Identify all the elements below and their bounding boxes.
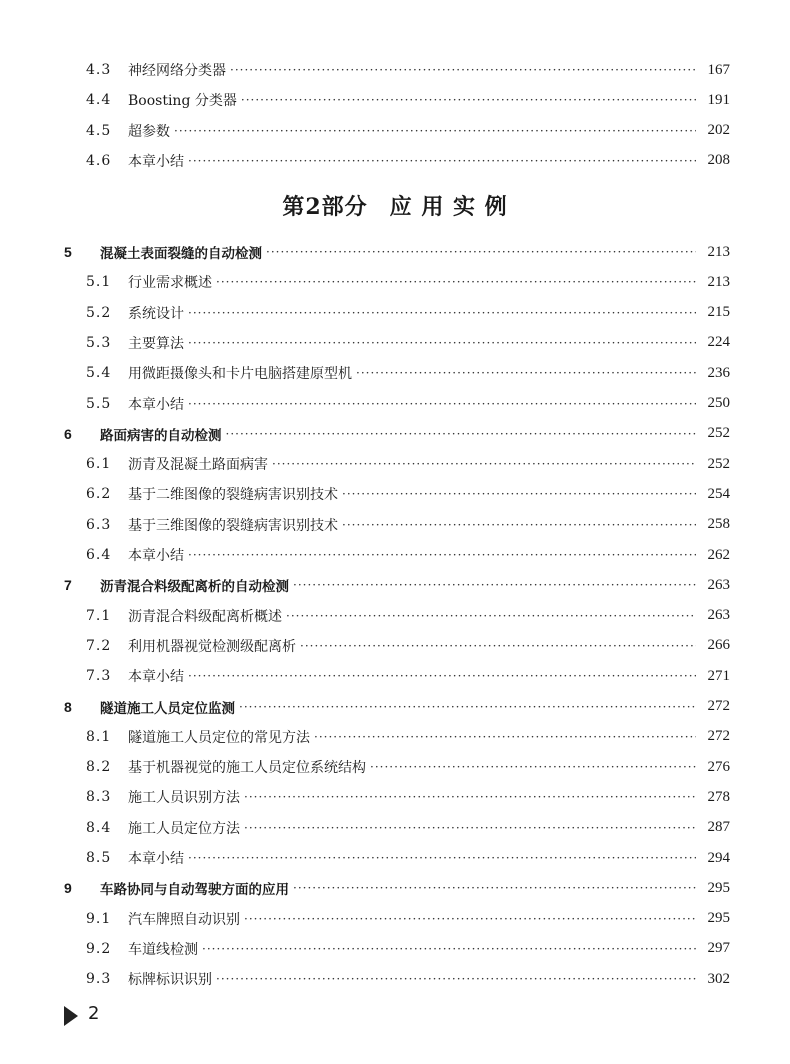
toc-entry-title: 行业需求概述 bbox=[128, 275, 212, 292]
dot-leader bbox=[188, 154, 696, 168]
dot-leader bbox=[272, 457, 696, 471]
dot-leader bbox=[174, 124, 696, 138]
toc-entry-number: 6.3 bbox=[86, 516, 112, 533]
toc-entry-title: 基于机器视觉的施工人员定位系统结构 bbox=[128, 760, 366, 777]
toc-entry-page: 224 bbox=[707, 334, 730, 351]
toc-entry-title: 车路协同与自动驾驶方面的应用 bbox=[100, 882, 289, 899]
dot-leader bbox=[188, 851, 696, 865]
toc-chapter-row bbox=[62, 875, 730, 901]
toc-entry-number: 9 bbox=[64, 880, 72, 897]
toc-entry-number: 7.1 bbox=[86, 607, 112, 624]
dot-leader bbox=[342, 487, 696, 501]
toc-section-row bbox=[62, 330, 730, 356]
toc-section-row bbox=[62, 784, 730, 810]
toc-entry-number: 7.3 bbox=[86, 668, 112, 685]
toc-entry-title: 基于二维图像的裂缝病害识别技术 bbox=[128, 487, 338, 504]
toc-entry-title: 沥青混合料级配离析概述 bbox=[128, 608, 282, 625]
toc-entry-page: 213 bbox=[707, 243, 730, 260]
toc-entry-page: 258 bbox=[707, 516, 730, 533]
dot-leader bbox=[342, 518, 696, 532]
toc-section-row bbox=[62, 754, 730, 780]
dot-leader bbox=[314, 730, 696, 744]
toc-chapter-row bbox=[62, 239, 730, 265]
dot-leader bbox=[244, 790, 696, 804]
toc-entry-title: 本章小结 bbox=[128, 396, 184, 413]
dot-leader bbox=[226, 427, 697, 441]
dot-leader bbox=[300, 639, 696, 653]
toc-section-row bbox=[62, 451, 730, 477]
dot-leader bbox=[230, 63, 696, 77]
toc-section-row bbox=[62, 845, 730, 871]
toc-entry-title: 施工人员识别方法 bbox=[128, 790, 240, 807]
toc-entry-number: 5.5 bbox=[86, 395, 112, 412]
toc-chapter-row bbox=[62, 694, 730, 720]
dot-leader bbox=[266, 245, 696, 259]
toc-entry-page: 213 bbox=[707, 273, 730, 290]
toc-entry-page: 262 bbox=[707, 546, 730, 563]
toc-section-row bbox=[62, 966, 730, 992]
toc-entry-number: 6.4 bbox=[86, 547, 112, 563]
part-heading bbox=[0, 190, 790, 221]
dot-leader bbox=[293, 881, 696, 895]
toc-entry-title: 本章小结 bbox=[128, 669, 184, 686]
dot-leader bbox=[188, 397, 696, 411]
toc-entry-page: 294 bbox=[707, 849, 730, 866]
toc-entry-page: 263 bbox=[707, 607, 730, 624]
toc-entry-number: 5.1 bbox=[86, 274, 112, 291]
toc-entry-page: 202 bbox=[707, 122, 730, 139]
toc-entry-title: 本章小结 bbox=[128, 548, 184, 564]
toc-entry-title: 隧道施工人员定位监测 bbox=[100, 700, 235, 717]
toc-entry-page: 252 bbox=[707, 425, 730, 442]
dot-leader bbox=[188, 336, 696, 350]
toc-entry-title: 利用机器视觉检测级配离析 bbox=[128, 638, 296, 655]
toc-entry-title: 沥青及混凝土路面病害 bbox=[128, 457, 268, 474]
toc-entry-page: 302 bbox=[707, 970, 730, 987]
toc-entry-number: 4.3 bbox=[86, 62, 112, 78]
dot-leader bbox=[202, 942, 696, 956]
toc-section-row bbox=[62, 663, 730, 689]
toc-entry-page: 278 bbox=[707, 788, 730, 805]
toc-section-row bbox=[62, 360, 730, 386]
dot-leader bbox=[188, 548, 696, 562]
toc-entry-page: 252 bbox=[707, 455, 730, 472]
toc-section-row bbox=[62, 603, 730, 629]
toc-entry-title: 本章小结 bbox=[128, 153, 184, 170]
toc-entry-page: 263 bbox=[707, 576, 730, 593]
toc-entry-page: 287 bbox=[707, 819, 730, 836]
toc-entry-number: 4.5 bbox=[86, 122, 112, 139]
toc-entry-page: 272 bbox=[707, 698, 730, 714]
toc-entry-title: 本章小结 bbox=[128, 851, 184, 867]
dot-leader bbox=[188, 669, 696, 683]
toc-entry-page: 191 bbox=[707, 91, 730, 108]
toc-entry-number: 6.2 bbox=[86, 486, 112, 503]
part-number: 第2部分 bbox=[282, 194, 368, 220]
toc-entry-page: 271 bbox=[707, 667, 730, 684]
toc-entry-page: 276 bbox=[707, 758, 730, 775]
dot-leader bbox=[370, 760, 696, 774]
dot-leader bbox=[244, 821, 696, 835]
toc-section-row bbox=[62, 936, 730, 962]
toc-entry-title: 隧道施工人员定位的常见方法 bbox=[128, 729, 310, 746]
toc-entry-number: 4.4 bbox=[86, 92, 112, 109]
toc-entry-number: 8.4 bbox=[86, 819, 112, 836]
toc-entry-title: 施工人员定位方法 bbox=[128, 820, 240, 837]
triangle-right-icon bbox=[64, 1006, 78, 1026]
toc-entry-page: 295 bbox=[707, 910, 730, 927]
toc-entry-title: 标牌标识识别 bbox=[128, 972, 212, 989]
toc-entry-number: 6 bbox=[64, 425, 72, 442]
dot-leader bbox=[188, 306, 696, 320]
toc-entry-number: 8.3 bbox=[86, 789, 112, 806]
toc-entry-number: 7 bbox=[64, 577, 72, 594]
toc-section-row bbox=[62, 57, 730, 83]
toc-entry-number: 8.2 bbox=[86, 759, 112, 776]
toc-entry-number: 9.1 bbox=[86, 910, 112, 927]
part-title: 应 用 实 例 bbox=[389, 194, 508, 220]
toc-section-row bbox=[62, 512, 730, 538]
toc-section-row bbox=[62, 148, 730, 174]
dot-leader bbox=[286, 609, 696, 623]
toc-entry-page: 167 bbox=[707, 61, 730, 78]
toc-entry-number: 4.6 bbox=[86, 152, 112, 169]
dot-leader bbox=[293, 578, 696, 592]
toc-entry-page: 297 bbox=[707, 940, 730, 957]
toc-entry-page: 236 bbox=[707, 364, 730, 381]
toc-entry-title: 系统设计 bbox=[128, 305, 184, 322]
toc-section-row bbox=[62, 118, 730, 144]
toc-chapter-row bbox=[62, 421, 730, 447]
toc-entry-page: 208 bbox=[707, 152, 730, 169]
toc-entry-number: 9.3 bbox=[86, 971, 112, 988]
toc-entry-title: 路面病害的自动检测 bbox=[100, 427, 222, 444]
dot-leader bbox=[239, 700, 696, 714]
toc-entry-title: 汽车牌照自动识别 bbox=[128, 911, 240, 928]
toc-entry-number: 8 bbox=[64, 698, 72, 715]
toc-entry-title: Boosting 分类器 bbox=[128, 93, 237, 110]
toc-section-row bbox=[62, 269, 730, 295]
toc-entry-number: 5.4 bbox=[86, 365, 112, 382]
toc-entry-title: 基于三维图像的裂缝病害识别技术 bbox=[128, 517, 338, 534]
footer-page-number: 2 bbox=[88, 1003, 100, 1024]
toc-section-row bbox=[62, 542, 730, 568]
dot-leader bbox=[216, 972, 696, 986]
toc-section-row bbox=[62, 481, 730, 507]
toc-entry-page: 295 bbox=[707, 879, 730, 896]
toc-entry-title: 主要算法 bbox=[128, 335, 184, 352]
dot-leader bbox=[241, 93, 696, 107]
dot-leader bbox=[244, 912, 696, 926]
toc-entry-title: 车道线检测 bbox=[128, 941, 198, 958]
toc-chapter-row bbox=[62, 572, 730, 598]
toc-section-row bbox=[62, 87, 730, 113]
toc-entry-page: 250 bbox=[707, 395, 730, 411]
toc-entry-number: 5 bbox=[64, 244, 72, 260]
toc-entry-number: 9.2 bbox=[86, 940, 112, 957]
toc-entry-title: 沥青混合料级配离析的自动检测 bbox=[100, 579, 289, 596]
dot-leader bbox=[356, 366, 696, 380]
toc-entry-number: 6.1 bbox=[86, 456, 112, 473]
toc-section-row bbox=[62, 815, 730, 841]
toc-entry-number: 8.5 bbox=[86, 850, 112, 866]
toc-entry-page: 254 bbox=[707, 485, 730, 502]
toc-section-row bbox=[62, 906, 730, 932]
toc-entry-number: 5.2 bbox=[86, 304, 112, 321]
toc-entry-page: 272 bbox=[707, 728, 730, 745]
toc-entry-title: 神经网络分类器 bbox=[128, 63, 226, 79]
toc-entry-page: 266 bbox=[707, 637, 730, 654]
toc-entry-title: 用微距摄像头和卡片电脑搭建原型机 bbox=[128, 366, 352, 383]
toc-section-row bbox=[62, 391, 730, 417]
dot-leader bbox=[216, 275, 696, 289]
toc-section-row bbox=[62, 300, 730, 326]
toc-entry-page: 215 bbox=[707, 304, 730, 321]
toc-entry-number: 7.2 bbox=[86, 637, 112, 654]
toc-section-row bbox=[62, 633, 730, 659]
toc-entry-number: 5.3 bbox=[86, 334, 112, 351]
toc-entry-title: 超参数 bbox=[128, 123, 170, 140]
toc-entry-title: 混凝土表面裂缝的自动检测 bbox=[100, 246, 262, 262]
toc-section-row bbox=[62, 724, 730, 750]
toc-entry-number: 8.1 bbox=[86, 728, 112, 745]
